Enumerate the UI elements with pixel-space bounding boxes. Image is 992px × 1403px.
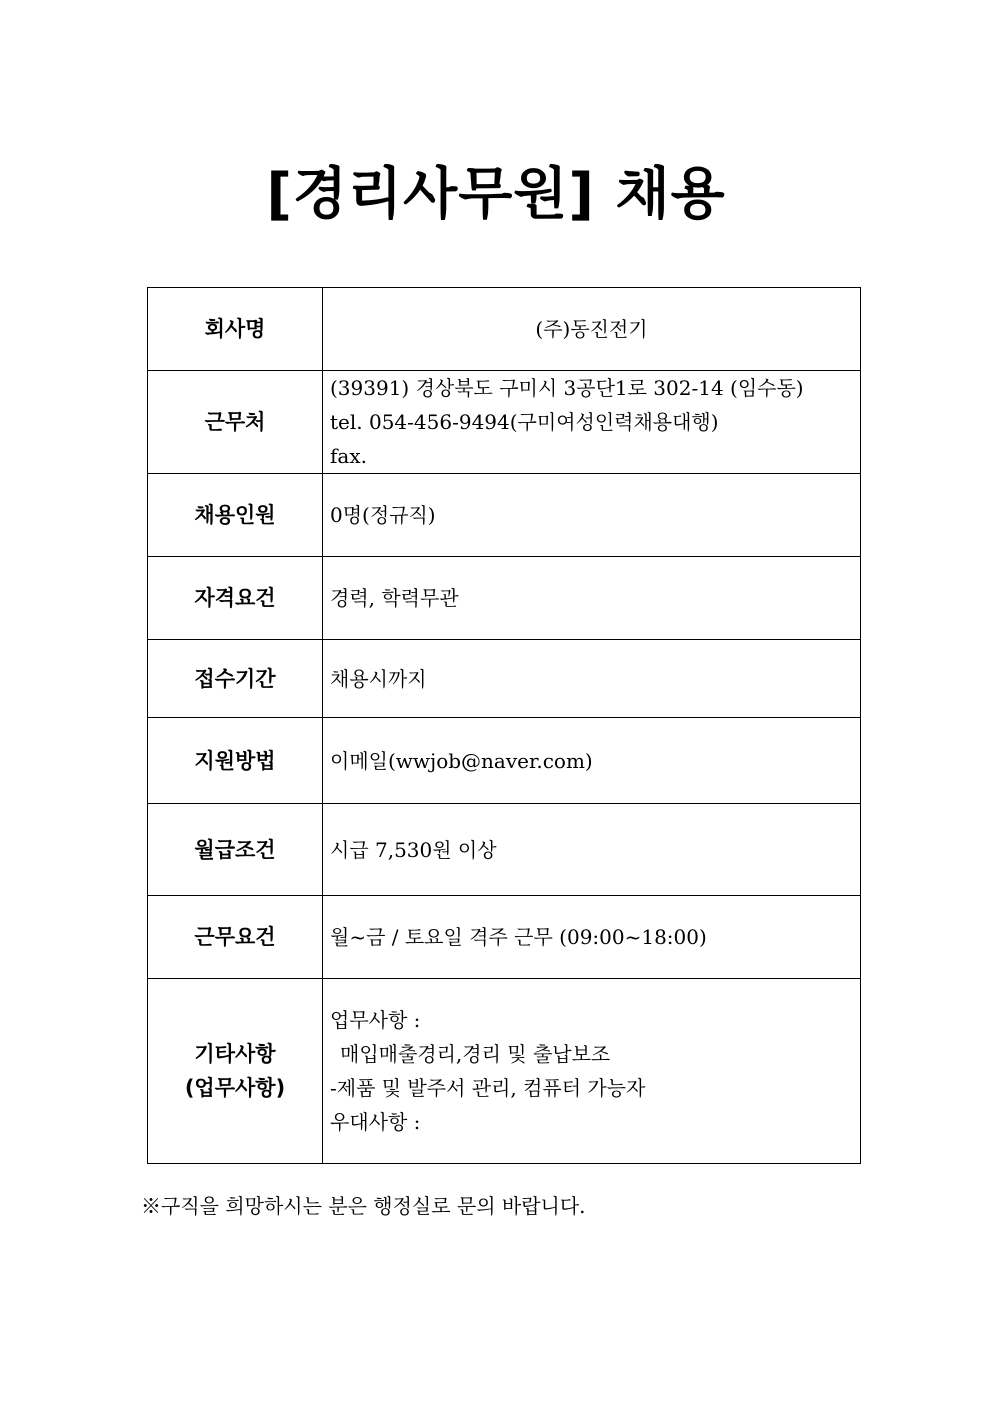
row-value-headcount: 0명(정규직) — [323, 474, 861, 557]
row-label-work-conditions: 근무요건 — [148, 896, 323, 979]
row-label-headcount: 채용인원 — [148, 474, 323, 557]
other-label-line-2: (업무사항) — [184, 1076, 286, 1100]
workplace-fax: fax. — [330, 444, 367, 468]
row-value-application-period: 채용시까지 — [323, 640, 861, 718]
row-value-qualification: 경력, 학력무관 — [323, 557, 861, 640]
page-title: [경리사무원] 채용 — [266, 162, 726, 227]
row-label-company: 회사명 — [148, 288, 323, 371]
row-value-company: (주)동진전기 — [323, 288, 861, 371]
other-label-line-1: 기타사항 — [194, 1042, 276, 1066]
row-label-workplace: 근무처 — [148, 371, 323, 474]
table-row — [148, 557, 861, 640]
duties-item-accounting: 매입매출경리,경리 및 출납보조 — [340, 1042, 611, 1066]
footnote: ※구직을 희망하시는 분은 행정실로 문의 바랍니다. — [141, 1194, 586, 1218]
row-value-work-conditions: 월~금 / 토요일 격주 근무 (09:00~18:00) — [323, 896, 861, 979]
row-value-salary: 시급 7,530원 이상 — [323, 804, 861, 896]
table-row — [148, 804, 861, 896]
preferences-heading: 우대사항 : — [330, 1110, 421, 1134]
table-row — [148, 979, 861, 1164]
table-row — [148, 288, 861, 371]
row-value-other — [323, 979, 861, 1164]
table-row — [148, 371, 861, 474]
row-label-other — [148, 979, 323, 1164]
row-value-application-method: 이메일(wwjob@naver.com) — [323, 718, 861, 804]
row-label-application-period: 접수기간 — [148, 640, 323, 718]
table-row — [148, 896, 861, 979]
row-value-workplace — [323, 371, 861, 474]
workplace-tel: tel. 054-456-9494(구미여성인력채용대행) — [330, 410, 719, 434]
row-label-application-method: 지원방법 — [148, 718, 323, 804]
job-info-table — [147, 287, 861, 1164]
duties-heading: 업무사항 : — [330, 1008, 421, 1032]
duties-item-management: -제품 및 발주서 관리, 컴퓨터 가능자 — [330, 1076, 646, 1100]
table-row — [148, 474, 861, 557]
row-label-qualification: 자격요건 — [148, 557, 323, 640]
table-row — [148, 640, 861, 718]
table-row — [148, 718, 861, 804]
row-label-salary: 월급조건 — [148, 804, 323, 896]
workplace-address: (39391) 경상북도 구미시 3공단1로 302-14 (임수동) — [330, 376, 804, 400]
